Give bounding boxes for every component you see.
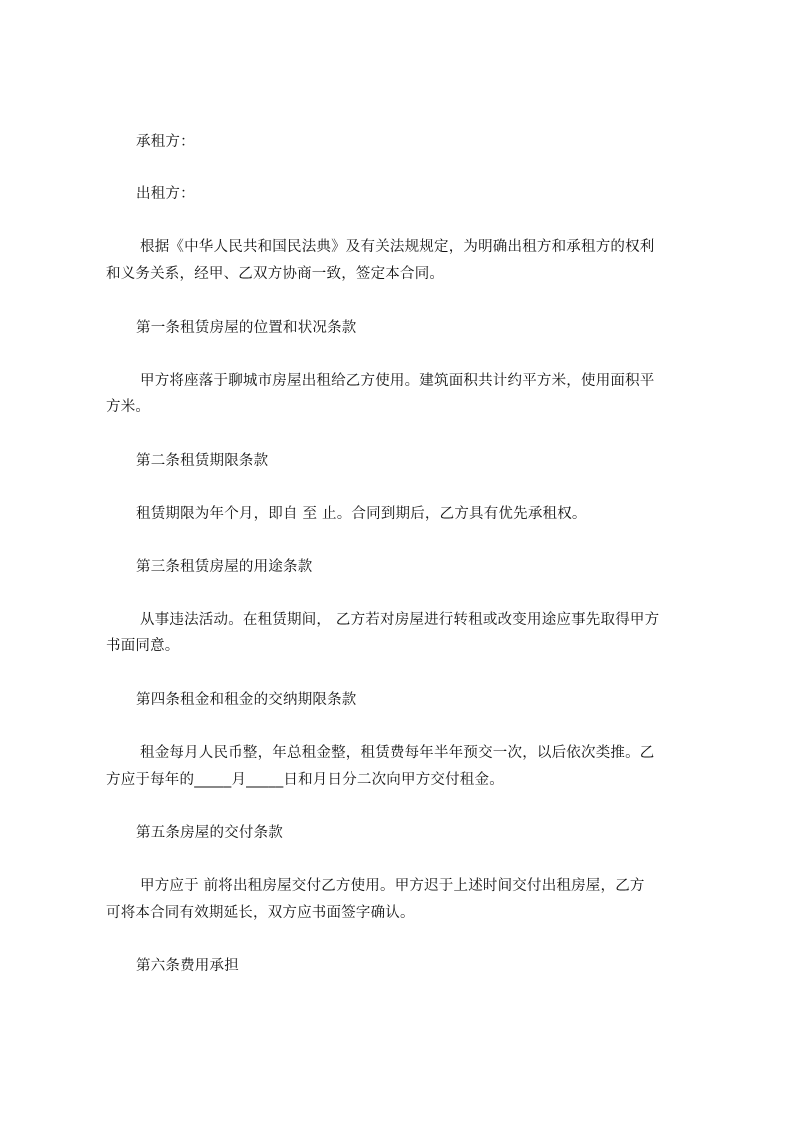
article-4-title: 第四条租金和租金的交纳期限条款 [136,692,357,708]
article-1-line-2: 方米。 [106,399,151,415]
article-1-title: 第一条租赁房屋的位置和状况条款 [136,320,357,336]
article-4-line-2: 方应于每年的_____月_____日和月日分二次向甲方交付租金。 [106,772,504,788]
preamble-line-1: 根据《中华人民共和国民法典》及有关法规规定，为明确出租方和承租方的权利 [140,239,655,255]
article-5-title: 第五条房屋的交付条款 [136,825,283,841]
article-2-line-1: 租赁期限为年个月，即自 至 止。合同到期后，乙方具有优先承租权。 [136,506,587,522]
preamble-line-2: 和义务关系，经甲、乙双方协商一致，签定本合同。 [106,266,445,282]
article-3-title: 第三条租赁房屋的用途条款 [136,559,313,575]
article-5-line-2: 可将本合同有效期延长，双方应书面签字确认。 [106,905,415,921]
lessee-label: 承租方： [136,134,195,150]
article-5-line-1: 甲方应于 前将出租房屋交付乙方使用。甲方迟于上述时间交付出租房屋，乙方 [140,878,645,894]
lessor-label: 出租方： [136,186,195,202]
article-4-line-1: 租金每月人民币整，年总租金整，租赁费每年半年预交一次，以后依次类推。乙 [140,745,655,761]
article-3-line-2: 书面同意。 [106,638,180,654]
article-6-title: 第六条费用承担 [136,958,239,974]
article-2-title: 第二条租赁期限条款 [136,453,269,469]
article-3-line-1: 从事违法活动。在租赁期间， 乙方若对房屋进行转租或改变用途应事先取得甲方 [140,612,660,628]
article-1-line-1: 甲方将座落于聊城市房屋出租给乙方使用。建筑面积共计约平方米，使用面积平 [140,373,655,389]
